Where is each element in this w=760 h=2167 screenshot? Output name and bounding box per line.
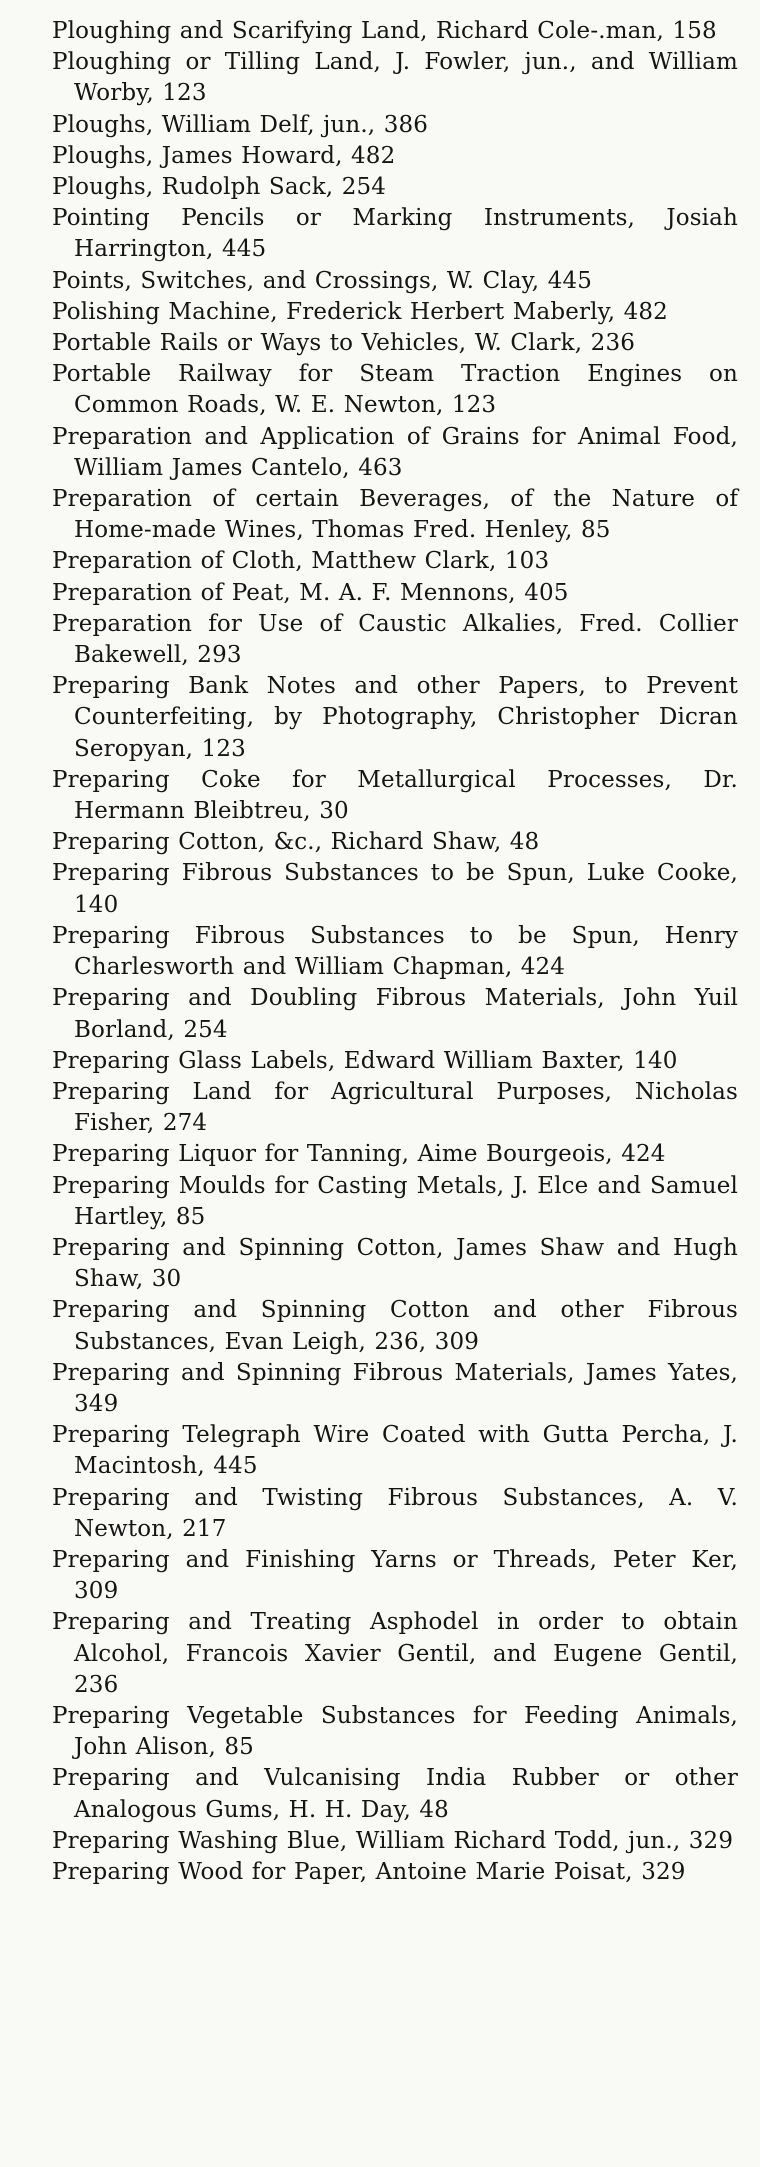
index-entry: Preparing and Twisting Fibrous Substances, A. V. Newton, 217 [52,1484,738,1542]
index-entry: Preparation of Peat, M. A. F. Mennons, 405 [52,579,569,606]
index-entry: Portable Rails or Ways to Vehicles, W. Clark, 236 [52,330,636,357]
index-entry: Preparing Telegraph Wire Coated with Gutta Percha, J. Macintosh, 445 [52,1422,738,1480]
index-entry: Pointing Pencils or Marking Instruments, Josiah Harrington, 445 [52,205,738,263]
index-entry: Preparing Fibrous Substances to be Spun, Luke Cooke, 140 [52,860,738,918]
index-entry: Preparing Moulds for Casting Metals, J. Elce and Samuel Hartley, 85 [52,1172,738,1230]
index-entry: Preparing Fibrous Substances to be Spun, Henry Charlesworth and William Chapman, 424 [52,922,738,981]
index-entry: Preparing Vegetable Substances for Feeding Animals, John Alison, 85 [52,1702,738,1761]
index-entry: Preparing Glass Labels, Edward William Baxter, 140 [52,1047,678,1074]
index-entry: Preparing Cotton, &c., Richard Shaw, 48 [52,829,540,856]
index-entry: Preparing Liquor for Tanning, Aime Bourgeois, 424 [52,1141,666,1168]
index-entry: Preparing Land for Agricultural Purposes, Nicholas Fisher, 274 [52,1078,738,1137]
index-entry: Preparing and Finishing Yarns or Threads, Peter Ker, 309 [52,1546,738,1605]
index-entry: Ploughs, William Delf, jun., 386 [52,111,429,138]
index-entry: Preparing Bank Notes and other Papers, to Prevent Counterfeiting, by Photography, Christopher Dicran Seropyan, 123 [52,673,738,762]
index-entry: Preparation of certain Beverages, of the Nature of Home-made Wines, Thomas Fred. Henley, 85 [52,486,738,544]
index-entry: Preparing and Spinning Cotton and other Fibrous Substances, Evan Leigh, 236, 309 [52,1297,738,1355]
index-entry: Polishing Machine, Frederick Herbert Maberly, 482 [52,298,668,325]
index-entry: Ploughing or Tilling Land, J. Fowler, jun., and William Worby, 123 [52,49,738,107]
index-entry: Preparing and Doubling Fibrous Materials, John Yuil Borland, 254 [52,985,738,1043]
index-entry: Ploughs, James Howard, 482 [52,142,396,169]
index-entry: Preparing Washing Blue, William Richard Todd, jun., 329 [52,1827,734,1854]
index-entry: Preparing and Treating Asphodel in order to obtain Alcohol, Francois Xavier Gentil, and Eugene Gentil, 236 [52,1609,738,1698]
index-entry: Points, Switches, and Crossings, W. Clay, 445 [52,267,593,294]
index-entry: Ploughing and Scarifying Land, Richard Cole-.man, 158 [52,18,717,44]
index-entry: Preparation and Application of Grains for Animal Food, William James Cantelo, 463 [52,423,738,481]
index-entry: Preparing and Spinning Cotton, James Shaw and Hugh Shaw, 30 [52,1234,738,1293]
index-entry: Preparation for Use of Caustic Alkalies, Fred. Collier Bakewell, 293 [52,610,738,669]
index-entry: Preparation of Cloth, Matthew Clark, 103 [52,548,550,575]
index-entry: Ploughs, Rudolph Sack, 254 [52,174,387,201]
index-entry: Preparing and Vulcanising India Rubber or other Analogous Gums, H. H. Day, 48 [52,1765,738,1823]
index-entry: Preparing Wood for Paper, Antoine Marie Poisat, 329 [52,1858,686,1885]
index-entry: Preparing and Spinning Fibrous Materials, James Yates, 349 [52,1359,738,1417]
index-entry: Portable Railway for Steam Traction Engines on Common Roads, W. E. Newton, 123 [52,361,738,419]
index-entry: Preparing Coke for Metallurgical Processes, Dr. Hermann Bleibtreu, 30 [52,766,738,825]
